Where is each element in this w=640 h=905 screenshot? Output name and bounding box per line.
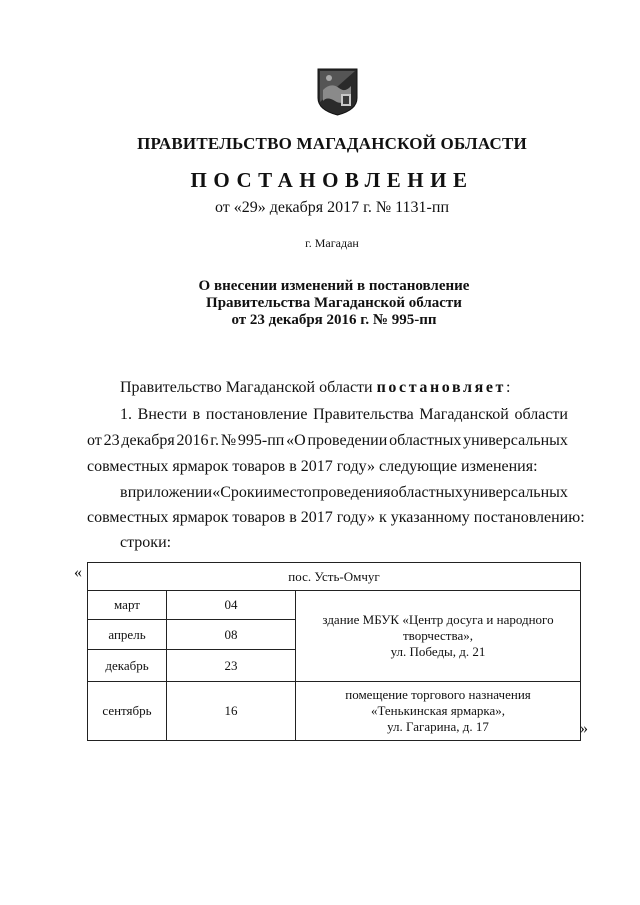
word: 1. [120,406,132,423]
word: от [87,432,102,449]
table-header-cell: пос. Усть-Омчуг [88,563,581,591]
word: приложении [127,484,213,501]
place-cell [296,591,581,682]
subject-line: от 23 декабря 2016 г. № 995-пп [231,312,437,328]
table-row [88,563,581,591]
document-dateline: от «29» декабря 2017 г. № 1131-пп [214,199,450,216]
close-quote: » [580,720,588,737]
word: 2016 [176,432,209,449]
word: Внести [137,406,188,423]
word: Магаданской [419,406,509,423]
month-cell: декабрь [88,650,167,682]
paragraph-emphasis: постановляет [376,379,507,396]
fair-schedule-table [87,562,581,741]
day-cell: 23 [167,650,296,682]
word: постановление [205,406,308,423]
table-row [88,591,581,620]
place-line: ул. Победы, д. 21 [390,644,486,659]
place-line: ул. Гагарина, д. 17 [387,719,489,734]
paragraph-decree [120,379,510,397]
place-line: творчества», [403,628,473,643]
word: и [263,484,272,501]
word: место [272,484,312,501]
word: проведения [311,484,391,501]
day-cell: 16 [167,682,296,741]
word: 995-пп [237,432,285,449]
month-cell: сентябрь [88,682,167,741]
paragraph-line: совместных ярмарок товаров в 2017 году» к указанному постановлению: [87,509,585,526]
document-city: г. Магадан [305,236,359,250]
coat-of-arms-icon [317,68,358,116]
word: № [220,432,237,449]
word: Правительства [313,406,414,423]
place-line: здание МБУК «Центр досуга и народного [322,612,554,627]
day-cell: 08 [167,620,296,650]
day-cell: 04 [167,591,296,620]
word: «О [286,432,306,449]
document-type: ПОСТАНОВЛЕНИЕ [190,168,474,192]
word: проведении [307,432,388,449]
word: «Сроки [212,484,264,501]
word: в [120,484,128,501]
word: области [514,406,568,423]
document-subject [14,278,640,329]
place-line: помещение торгового назначения [345,687,531,702]
paragraph-line: строки: [120,534,172,551]
paragraph-line: совместных ярмарок товаров в 2017 году» следующие изменения: [87,458,538,475]
place-cell [296,682,581,741]
paragraph-line-justified [120,406,568,424]
word: в [192,406,201,423]
paragraph-line-justified [120,484,568,502]
word: областных [390,484,463,501]
place-line: «Тенькинская ярмарка», [370,703,506,718]
paragraph-line-justified [87,432,568,450]
word: областных [389,432,462,449]
paragraph-text: : [506,379,511,396]
paragraph-text: Правительство Магаданской области [120,379,377,396]
subject-line: Правительства Магаданской области [206,295,462,311]
word: универсальных [463,484,568,501]
word: г. [210,432,220,449]
open-quote: « [74,564,82,581]
subject-line: О внесении изменений в постановление [198,278,470,294]
word: универсальных [463,432,568,449]
word: декабря [121,432,175,449]
month-cell: апрель [88,620,167,650]
government-name: ПРАВИТЕЛЬСТВО МАГАДАНСКОЙ ОБЛАСТИ [137,134,527,153]
word: 23 [103,432,120,449]
month-cell: март [88,591,167,620]
table-row [88,682,581,741]
